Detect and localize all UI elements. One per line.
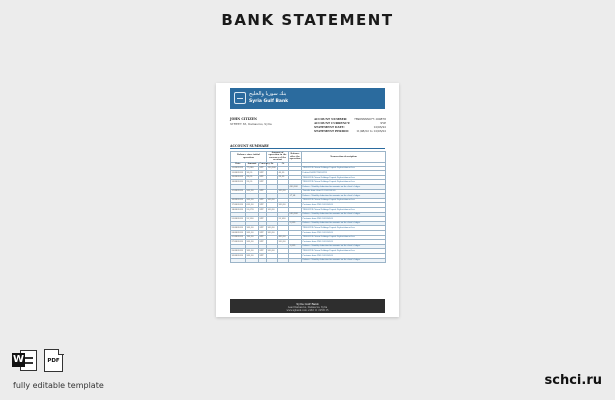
account-info-value: SYP: [380, 121, 386, 125]
table-cell-amount: 21,200: [246, 217, 259, 222]
table-subheader: Dr: [267, 162, 278, 166]
table-cell-date: 16/08/2022: [231, 198, 246, 203]
table-cell-desc: Customer from CBO 0900098909: [302, 253, 386, 258]
table-cell-desc: Balance - Monthly deduction for amounts on the client's ledger: [302, 258, 386, 263]
page-title: BANK STATEMENT: [221, 11, 394, 29]
table-cell-desc: TRANSFER Citizen Holdings Deposit Replenishment fees: [302, 175, 386, 180]
table-cell-desc: TRANSFER Citizen Holdings Deposit Replenishment fees: [302, 166, 386, 171]
table-cell-amount: 600,00: [246, 203, 259, 208]
table-cell-date: 17/08/2022: [231, 203, 246, 208]
table-cell-amount: 200,00: [246, 198, 259, 203]
word-badge: W: [12, 354, 25, 365]
summary-title: ACCOUNT SUMMARY: [230, 144, 269, 148]
account-info-label: ACCOUNT CURRENCY:: [314, 121, 351, 125]
table-cell-cr: 40,00: [278, 171, 289, 176]
table-subheader: Cr: [278, 162, 289, 166]
table-cell-amount: 22,00: [246, 180, 259, 185]
table-cell-cur: SYP: [259, 207, 267, 212]
account-info-label: STATEMENT DATE:: [314, 125, 345, 129]
table-cell-amount: 21,678: [246, 207, 259, 212]
bank-header: [230, 88, 385, 109]
table-cell-cur: SYP: [259, 166, 267, 171]
table-cell-cur: SYP: [259, 226, 267, 231]
word-file-icon: [12, 349, 38, 372]
table-cell-amount: 120,00: [246, 235, 259, 240]
table-cell-bal: 1,000: [289, 244, 302, 249]
table-cell-dr: 100,00: [267, 207, 278, 212]
table-cell-amount: 200,00: [246, 230, 259, 235]
summary-divider: [230, 148, 385, 149]
table-cell-amount: [246, 258, 259, 263]
table-cell-amount: 77,680: [246, 166, 259, 171]
table-cell-date: 24/08/2022: [231, 230, 246, 235]
table-cell-date: 22/08/2022: [231, 226, 246, 231]
table-cell-desc: TRANSFER Citizen Holdings Deposit Replenishment fees: [302, 180, 386, 185]
table-cell-desc: TRANSFER Citizen Holdings Deposit Replenishment fees: [302, 235, 386, 240]
table-cell-cr: 300,00: [278, 240, 289, 245]
table-cell-desc: Balance - Monthly deduction for amounts on the client's ledger: [302, 244, 386, 249]
table-cell-desc: TRANSFER Citizen Holdings Deposit Replenishment fees: [302, 207, 386, 212]
table-header: Balance since initial operation: [231, 152, 267, 163]
table-cell-bal: 900,000: [289, 212, 302, 217]
table-cell-date: 12/08/2022: [231, 175, 246, 180]
table-cell-dr: 300,00: [267, 226, 278, 231]
account-info-value: 11/08/22 to 12/03/22: [356, 129, 386, 133]
table-cell-desc: Balance - Monthly deduction for amounts on the client's ledger: [302, 185, 386, 190]
account-info-row: [314, 129, 386, 133]
table-cell-date: 18/08/2022: [231, 207, 246, 212]
table-cell-date: 21/08/2022: [231, 217, 246, 222]
table-cell-desc: Customer from CBO 0900098909: [302, 203, 386, 208]
account-info-value: 7890XXXX077-109876: [353, 117, 386, 121]
table-cell-desc: TRANSFER Citizen Holdings Deposit Replenishment fees: [302, 249, 386, 254]
table-cell-cur: SYP: [259, 198, 267, 203]
table-cell-date: 25/08/2022: [231, 235, 246, 240]
account-info-label: ACCOUNT NUMBER:: [314, 117, 348, 121]
table-cell-desc: Customer from CBO 0900098909: [302, 240, 386, 245]
table-subheader: Currency: [259, 162, 270, 165]
table-header: Balance after the operation: [289, 152, 302, 163]
footer-bank-name: Syria Gulf Bank: [296, 302, 319, 306]
table-cell-cur: SYP: [259, 249, 267, 254]
table-cell-cur: SYP: [259, 203, 267, 208]
table-cell-cur: SYP: [259, 217, 267, 222]
editable-template-caption: fully editable template: [13, 381, 104, 390]
table-cell-date: 30/08/2022: [231, 253, 246, 258]
table-cell-amount: 30,00: [246, 171, 259, 176]
table-cell-amount: 300,00: [246, 226, 259, 231]
table-cell-dr: 300,00: [267, 230, 278, 235]
table-cell-cur: SYP: [259, 175, 267, 180]
table-cell-date: 15/08/2022: [231, 189, 246, 194]
transactions-table: [230, 151, 386, 263]
table-cell-cr: 21,900: [278, 217, 289, 222]
file-format-icons: [12, 349, 64, 372]
account-info-value: 12/03/22: [373, 125, 386, 129]
table-cell-amount: 200,00: [246, 240, 259, 245]
table-cell-date: 14/08/2022: [231, 180, 246, 185]
statement-document: [216, 83, 399, 317]
table-cell-cur: SYP: [259, 189, 267, 194]
table-cell-cr: 22,00: [278, 175, 289, 180]
table-header: Amount of operation in the currency of the account: [268, 152, 287, 162]
table-cell-bal: [289, 258, 302, 263]
table-cell-desc: Balance - Monthly deduction for amounts on the client's ledger: [302, 194, 386, 199]
holder-name: JOHN CITIZEN: [230, 117, 257, 121]
holder-address: STREET 83, Damascus, Syria: [230, 122, 272, 126]
account-info-label: STATEMENT PERIOD:: [314, 129, 349, 133]
table-cell-cur: SYP: [259, 240, 267, 245]
bank-logo-icon: [234, 92, 246, 104]
table-cell-bal: 400,000: [289, 185, 302, 190]
table-cell-desc: Transfer from client ID 0900098909: [302, 189, 386, 194]
table-cell-cur: SYP: [259, 230, 267, 235]
table-cell-bal: 2,000: [289, 221, 302, 226]
table-cell-dr: 300,00: [267, 198, 278, 203]
table-cell-desc: Balance - Monthly deduction for amounts on the client's ledger: [302, 221, 386, 226]
table-cell-date: [231, 258, 246, 263]
table-cell-desc: Customer from CBO 0900098909: [302, 217, 386, 222]
account-holder: [230, 117, 272, 126]
table-cell-cr: 400,00: [278, 235, 289, 240]
footer-address: Asad Damascus, Damascus, Syria: [287, 306, 328, 309]
table-cell-desc: Debited BANK TRANSFER: [302, 171, 386, 176]
table-cell-cur: SYP: [259, 171, 267, 176]
table-cell-cur: SYP: [259, 253, 267, 258]
table-cell-cur: SYP: [259, 180, 267, 185]
table-header: Transaction description: [302, 152, 386, 163]
table-cell-date: 11/08/2022: [231, 166, 246, 171]
table-cell-dr: 120,000: [267, 167, 276, 170]
table-row: [231, 258, 386, 263]
pdf-label: PDF: [47, 358, 60, 364]
bank-footer: [230, 299, 385, 313]
table-cell-date: 27/08/2022: [231, 240, 246, 245]
table-cell-cr: 300,00: [278, 203, 289, 208]
table-cell-desc: Customer from CBO 0900098909: [302, 230, 386, 235]
bank-name-english: Syria Gulf Bank: [249, 99, 289, 104]
table-subheader: Date: [231, 162, 246, 166]
table-subheader: Amount: [246, 162, 259, 166]
footer-contact: www.sgbank.com +963 11 2255115: [286, 309, 329, 312]
table-cell-desc: Balance - Monthly deduction for amounts on the client's ledger: [302, 212, 386, 217]
table-cell-desc: TRANSFER Citizen Holdings Deposit Replenishment fees: [302, 226, 386, 231]
table-cell-amount: 200,00: [246, 253, 259, 258]
table-cell-amount: 200,00: [246, 189, 259, 194]
table-cell-dr: [267, 258, 278, 263]
table-cell-dr: 300,00: [267, 249, 278, 254]
table-cell-cr: 300,00: [278, 189, 289, 194]
pdf-file-icon: [44, 349, 64, 372]
table-cell-date: 11/08/2022: [231, 171, 246, 176]
table-cell-amount: 22,00: [246, 175, 259, 180]
site-brand[interactable]: schci.ru: [544, 373, 602, 388]
table-cell-cr: [278, 258, 289, 263]
table-cell-cur: SYP: [259, 235, 267, 240]
table-cell-cur: [259, 258, 267, 263]
table-cell-bal: 17,98: [289, 194, 302, 199]
table-cell-amount: 300,00: [246, 249, 259, 254]
table-cell-date: 29/08/2022: [231, 249, 246, 254]
bank-name-arabic: بنك سوريا والخليج: [249, 91, 287, 97]
account-info: [314, 117, 386, 133]
table-cell-desc: TRANSFER Citizen Holdings Deposit Replenishment fees: [302, 198, 386, 203]
